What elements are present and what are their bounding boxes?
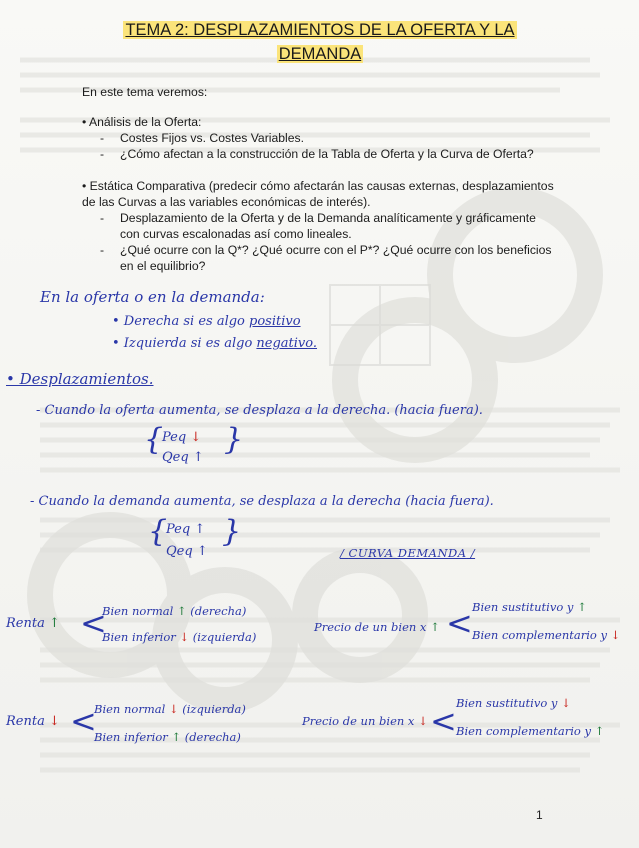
- sub-costes: Costes Fijos vs. Costes Variables.: [120, 131, 305, 145]
- hw-brace-close-1: }: [224, 422, 244, 457]
- hw-izquierda-text: • Izquierda si es algo: [112, 336, 257, 351]
- hw-less-than-1: <: [80, 604, 107, 642]
- down-arrow-icon: ↓: [179, 630, 190, 644]
- up-arrow-icon: ↑: [194, 522, 206, 537]
- hw-bien-normal-2: [94, 702, 246, 716]
- down-arrow-icon: ↓: [168, 702, 179, 716]
- bullet-estatica-line-1: • Estática Comparativa (predecir cómo afectarán las causas externas, desplazamientos: [82, 179, 554, 193]
- up-arrow-icon: ↑: [430, 620, 440, 634]
- hw-peq-1: [162, 430, 201, 445]
- up-arrow-icon: ↑: [192, 450, 204, 465]
- hw-bien-sustitutivo-2: [456, 696, 571, 710]
- intro-text: En este tema veremos:: [82, 85, 208, 99]
- hw-bien-normal-2-dir: (izquierda): [182, 702, 246, 716]
- hw-renta-down-label: Renta: [6, 714, 45, 729]
- hw-bien-complementario-1-label: Bien complementario y: [472, 628, 607, 642]
- sub-preguntas-line-1: ¿Qué ocurre con la Q*? ¿Qué ocurre con el P*? ¿Qué ocurre con los beneficios: [120, 243, 552, 257]
- down-arrow-icon: ↓: [561, 696, 571, 710]
- hw-brace-close-2: }: [222, 514, 242, 549]
- up-arrow-icon: ↑: [176, 604, 187, 618]
- dash-marker: -: [100, 147, 105, 161]
- hw-qeq-2: [166, 544, 208, 559]
- up-arrow-icon: ↑: [594, 724, 605, 738]
- hw-derecha-rule: [112, 314, 301, 329]
- sub-tabla-curva: ¿Cómo afectan a la construcción de la Tabla de Oferta y la Curva de Oferta?: [120, 147, 534, 161]
- hw-bien-normal-1-label: Bien normal: [102, 604, 174, 618]
- hw-peq-2: [166, 522, 205, 537]
- hw-bien-inferior-1-dir: (izquierda): [192, 630, 257, 644]
- hw-derecha-text: • Derecha si es algo: [112, 314, 250, 329]
- hw-bien-inferior-2-dir: (derecha): [184, 730, 241, 744]
- hw-renta-down: [6, 714, 60, 729]
- sub-preguntas-line-2: en el equilibrio?: [120, 259, 206, 273]
- hw-bien-inferior-1-label: Bien inferior: [102, 630, 176, 644]
- dash-marker: -: [100, 211, 105, 225]
- up-arrow-icon: ↑: [196, 544, 208, 559]
- hw-peq-1-label: Peq: [162, 430, 187, 445]
- dash-marker: -: [100, 131, 105, 145]
- hw-qeq-2-label: Qeq: [166, 544, 193, 559]
- sub-desplazamiento-line-1: Desplazamiento de la Oferta y de la Demanda analíticamente y gráficamente: [120, 211, 536, 225]
- down-arrow-icon: ↓: [418, 714, 428, 728]
- hw-oferta-aumenta: - Cuando la oferta aumenta, se desplaza a la derecha. (hacia fuera).: [36, 403, 483, 418]
- hw-precio-bien-up: [314, 620, 440, 634]
- hw-bien-normal-2-label: Bien normal: [94, 702, 166, 716]
- hw-brace-open-2: {: [148, 514, 168, 549]
- page-number: 1: [536, 808, 543, 822]
- hw-renta-up-label: Renta: [6, 616, 45, 631]
- hw-bien-complementario-1: [472, 628, 620, 642]
- hw-brace-open-1: {: [144, 422, 164, 457]
- title-line-1: TEMA 2: DESPLAZAMIENTOS DE LA OFERTA Y LA: [125, 21, 515, 39]
- hw-bien-normal-1: [102, 604, 246, 618]
- hw-precio-bien-down-label: Precio de un bien x: [302, 714, 415, 728]
- hw-less-than-2: <: [446, 604, 473, 642]
- hw-bien-inferior-2: [94, 730, 241, 744]
- hw-bien-complementario-2: [456, 724, 604, 738]
- hw-oferta-demanda-heading: En la oferta o en la demanda:: [40, 288, 265, 306]
- hw-bien-inferior-2-label: Bien inferior: [94, 730, 168, 744]
- up-arrow-icon: ↑: [577, 600, 587, 614]
- hw-less-than-4: <: [430, 702, 457, 740]
- hw-less-than-3: <: [70, 702, 97, 740]
- hw-bien-complementario-2-label: Bien complementario y: [456, 724, 591, 738]
- down-arrow-icon: ↓: [190, 430, 202, 445]
- hw-precio-bien-down: [302, 714, 428, 728]
- hw-renta-up: [6, 616, 60, 631]
- hw-qeq-1-label: Qeq: [162, 450, 189, 465]
- down-arrow-icon: ↓: [610, 628, 621, 642]
- bullet-oferta: • Análisis de la Oferta:: [82, 115, 202, 129]
- hw-qeq-1: [162, 450, 204, 465]
- hw-bien-sustitutivo-1-label: Bien sustitutivo y: [472, 600, 574, 614]
- down-arrow-icon: ↓: [48, 714, 60, 729]
- page-title: [90, 18, 550, 66]
- hw-desplazamientos-heading: • Desplazamientos.: [6, 370, 154, 388]
- hw-bien-sustitutivo-1: [472, 600, 587, 614]
- hw-izquierda-rule: [112, 336, 317, 351]
- hw-bien-normal-1-dir: (derecha): [190, 604, 247, 618]
- hw-precio-bien-up-label: Precio de un bien x: [314, 620, 427, 634]
- hw-demanda-aumenta: - Cuando la demanda aumenta, se desplaza a la derecha (hacia fuera).: [30, 494, 494, 509]
- up-arrow-icon: ↑: [171, 730, 182, 744]
- hw-curva-demanda: / CURVA DEMANDA /: [340, 546, 476, 560]
- dash-marker: -: [100, 243, 105, 257]
- hw-peq-2-label: Peq: [166, 522, 191, 537]
- hw-bien-sustitutivo-2-label: Bien sustitutivo y: [456, 696, 558, 710]
- hw-bien-inferior-1: [102, 630, 256, 644]
- hw-curva-demanda-label: CURVA DEMANDA: [348, 546, 467, 560]
- hw-negativo: negativo.: [256, 336, 318, 351]
- title-line-2: DEMANDA: [278, 45, 362, 63]
- up-arrow-icon: ↑: [48, 616, 60, 631]
- bullet-estatica-line-2: de las Curvas a las variables económicas de interés).: [82, 195, 371, 209]
- hw-positivo: positivo: [249, 314, 301, 329]
- sub-desplazamiento-line-2: con curvas escalonadas así como lineales.: [120, 227, 352, 241]
